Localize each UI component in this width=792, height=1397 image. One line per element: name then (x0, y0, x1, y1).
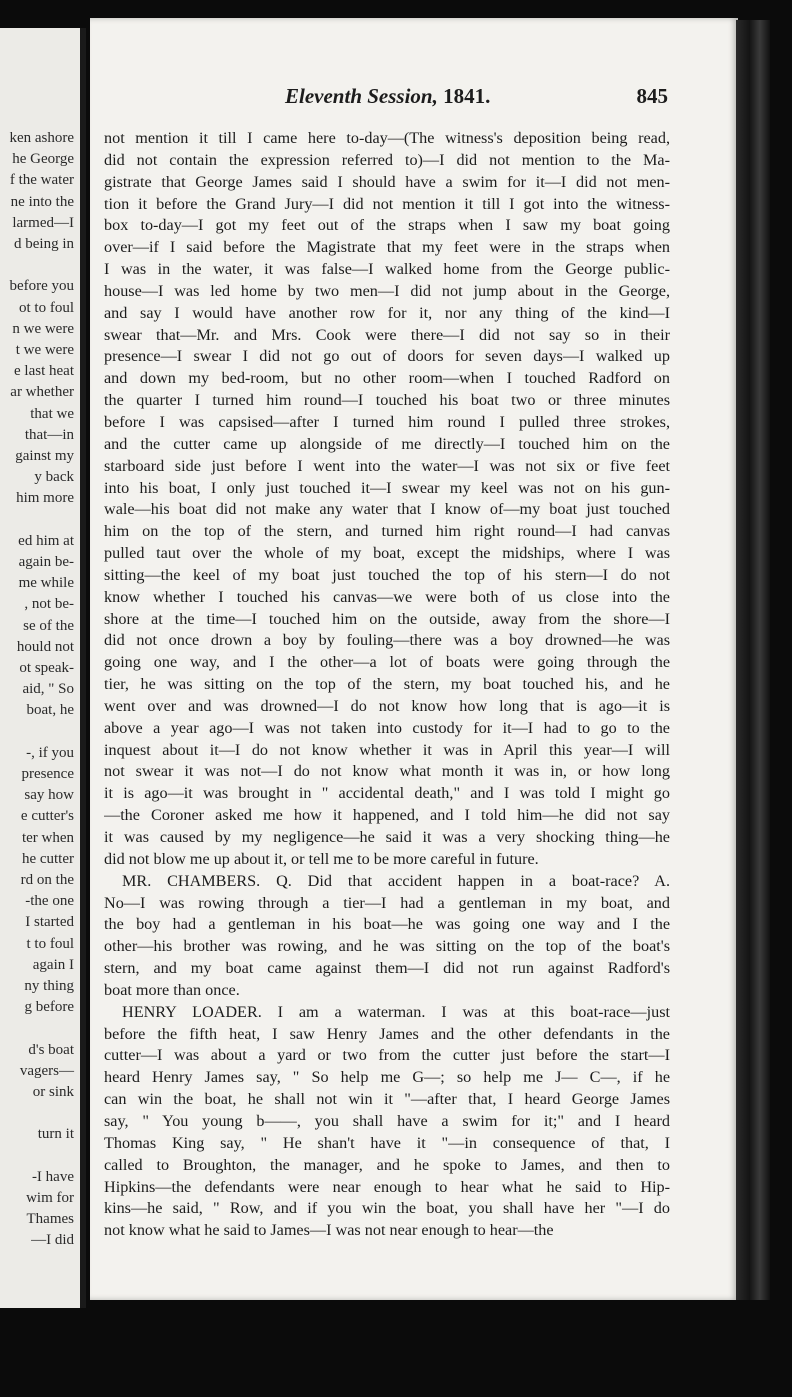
text-line: before the fifth heat, I saw Henry James and the other defendants in the (104, 1024, 670, 1043)
text-line: pulled taut over the whole of my boat, except the midships, where I was (104, 544, 670, 563)
facing-page-line: before you (9, 278, 74, 295)
text-line: it is ago—it was brought in " accidental death," and I was told I might go (104, 784, 670, 803)
facing-page-line: se of the (23, 617, 74, 634)
text-line: house—I was led home by two men—I did not jump about in the George, (104, 281, 670, 300)
facing-page-line: g before (24, 999, 74, 1016)
text-line: No—I was rowing through a tier—I had a gentleman in my boat, and (104, 893, 670, 912)
facing-page-line: ot speak- (19, 660, 74, 676)
facing-page-line: ot to foul (19, 299, 74, 316)
text-line: the boy had a gentleman in his boat—he was going one way and I the (104, 915, 670, 934)
text-line: did not once drown a boy by fouling—there was a boy drowned—he was (104, 631, 670, 650)
session-year: 1841. (443, 84, 491, 108)
text-line: did not blow me up about it, or tell me to be more careful in future. (104, 849, 539, 868)
text-line: starboard side just before I went into the water—I was not six or five feet (104, 456, 670, 475)
text-line: over—if I said before the Magistrate that my feet were in the straps when (104, 238, 670, 257)
text-line: say, " You young b——, you shall have a swim for it;" and I heard (104, 1111, 670, 1130)
text-line: can win the boat, he shall not win it "—after that, I heard George James (104, 1090, 670, 1109)
session-title (285, 84, 490, 109)
facing-page-line: turn it (37, 1126, 74, 1143)
facing-page-line: he George (12, 151, 74, 168)
facing-page-line: hould not (16, 638, 74, 655)
facing-page-line: d being in (14, 236, 74, 252)
facing-page-line: t we were (15, 342, 74, 358)
facing-page-line: t to foul (26, 935, 74, 952)
facing-page-line: I started (25, 914, 74, 931)
text-line: did not contain the expression referred to)—I did not mention to the Ma- (104, 150, 670, 169)
facing-page-fragment (0, 28, 86, 1308)
facing-page-line: gainst my (15, 448, 74, 464)
facing-page-line: -I have (31, 1168, 74, 1185)
facing-page-line: n we were (12, 320, 74, 337)
text-line: above a year ago—I was not taken into custody for it—I had to go to the (104, 718, 670, 737)
text-line: before I was capsised—after I turned him round I pulled three strokes, (104, 412, 670, 431)
facing-page-line: ar whether (10, 384, 74, 401)
facing-page-line: that—in (24, 426, 74, 443)
text-line: went over and was drowned—I do not know how long that is ago—it is (104, 696, 670, 715)
running-head (90, 84, 738, 114)
text-line: and the cutter came up alongside of me directly—I touched him on the (104, 434, 670, 453)
text-line: other—his brother was rowing, and he was sitting on the top of the boat's (104, 937, 670, 956)
facing-page-line: larmed—I (12, 214, 74, 231)
text-line: the quarter I turned him round—I touched his boat two or three minutes (104, 391, 670, 410)
text-line: cutter—I was about a yard or two from the cutter just before the start—I (104, 1046, 670, 1065)
text-line: MR. CHAMBERS. Q. Did that accident happen in a boat-race? A. (122, 871, 670, 890)
text-line: swear that—Mr. and Mrs. Cook were there—I did not say so in their (104, 325, 670, 344)
text-line: I was in the water, it was false—I walked home from the George public- (104, 260, 670, 279)
text-line: Thomas King say, " He shan't have it "—in consequence of that, I (104, 1133, 670, 1152)
text-line: HENRY LOADER. I am a waterman. I was at this boat-race—just (122, 1002, 670, 1021)
text-line: going one way, and I the other—a lot of boats were going through the (104, 653, 670, 672)
text-line: —the Coroner asked me how it happened, and I told him—he did not say (104, 806, 670, 825)
facing-page-line: me while (18, 575, 74, 592)
text-line: boat more than once. (104, 980, 240, 999)
page-number: 845 (636, 84, 668, 108)
text-line: kins—he said, " Row, and if you win the boat, you shall have her "—I do (104, 1199, 670, 1218)
facing-page-line: presence (21, 766, 74, 782)
facing-page-line: f the water (9, 172, 74, 189)
text-line: sitting—the keel of my boat just touched the top of his stern—I do not (104, 565, 670, 584)
text-line: called to Broughton, the manager, and he spoke to James, and then to (104, 1155, 670, 1174)
text-line: not swear it was not—I do not know what month it was in, or how long (104, 762, 670, 781)
facing-page-line: ny thing (24, 978, 74, 994)
session-title-text: Eleventh Session, (285, 84, 438, 108)
facing-page-line: -, if you (26, 744, 74, 761)
facing-page-line: ken ashore (9, 130, 74, 146)
text-line: heard Henry James say, " So help me G—; so help me J— C—, if he (104, 1068, 670, 1087)
text-line: know whether I touched his canvas—we were both of us close into the (104, 587, 670, 606)
text-line: and down my bed-room, but no other room—when I touched Radford on (104, 369, 670, 388)
text-line: not know what he said to James—I was not near enough to hear—the (104, 1221, 554, 1240)
facing-page-line: boat, he (26, 702, 74, 719)
text-line: tion it before the Grand Jury—I did not mention it till I got into the witness- (104, 194, 670, 213)
text-line: box to-day—I got my feet out of the straps when I saw my boat going (104, 216, 670, 235)
facing-page-line: he cutter (21, 850, 74, 867)
facing-page-line: or sink (32, 1084, 74, 1100)
text-line: it was caused by my negligence—he said it was a very shocking thing—he (104, 828, 670, 846)
text-line: wale—his boat did not make any water that I know of—my boat just touched (104, 500, 670, 519)
facing-page-line: d's boat (28, 1041, 74, 1058)
text-line: shore at the time—I touched him on the outside, away from the shore—I (104, 609, 670, 628)
facing-page-line: , not be- (24, 596, 74, 613)
text-line: him on the top of the stern, and turned him right round—I had canvas (104, 522, 670, 541)
facing-page-line: say how (24, 787, 74, 804)
facing-page-line: Thames (26, 1211, 74, 1228)
facing-page-line: that we (30, 405, 74, 422)
book-page (90, 18, 738, 1300)
facing-page-line: vagers— (19, 1062, 74, 1079)
facing-page-line: again I (32, 956, 74, 973)
text-line: stern, and my boat came against them—I did not run against Radford's (104, 959, 670, 978)
facing-page-line: rd on the (20, 872, 74, 888)
facing-page-line: e last heat (14, 363, 74, 380)
text-line: into his boat, I only just touched it—I swear my keel was not on his gun- (104, 478, 670, 497)
facing-page-line: ed him at (18, 532, 74, 549)
text-line: Hipkins—the defendants were near enough to hear what he said to Hip- (104, 1177, 670, 1196)
facing-page-line: -the one (25, 893, 74, 910)
text-line: not mention it till I came here to-day—(The witness's deposition being read, (104, 129, 670, 147)
facing-page-line: ter when (21, 829, 74, 846)
facing-page-line: him more (16, 490, 74, 507)
book-spine-edge (736, 20, 770, 1300)
text-line: tier, he was sitting on the top of the stern, my boat touched his, and he (104, 675, 670, 694)
facing-page-line: aid, " So (22, 681, 74, 698)
facing-page-line: y back (34, 469, 74, 486)
facing-page-line: again be- (18, 554, 74, 570)
text-line: and say I would have another row for it, nor any thing of the kind—I (104, 303, 670, 322)
facing-page-line: e cutter's (20, 808, 74, 825)
facing-page-line: ne into the (10, 193, 74, 210)
facing-page-line: —I did (31, 1232, 74, 1249)
text-line: inquest about it—I do not know whether it was in April this year—I will (104, 740, 670, 759)
body-text (104, 128, 670, 1242)
facing-page-line: wim for (26, 1190, 74, 1206)
text-line: presence—I swear I did not go out of doors for seven days—I walked up (104, 347, 670, 366)
text-line: gistrate that George James said I should have a swim for it—I did not men- (104, 172, 670, 191)
